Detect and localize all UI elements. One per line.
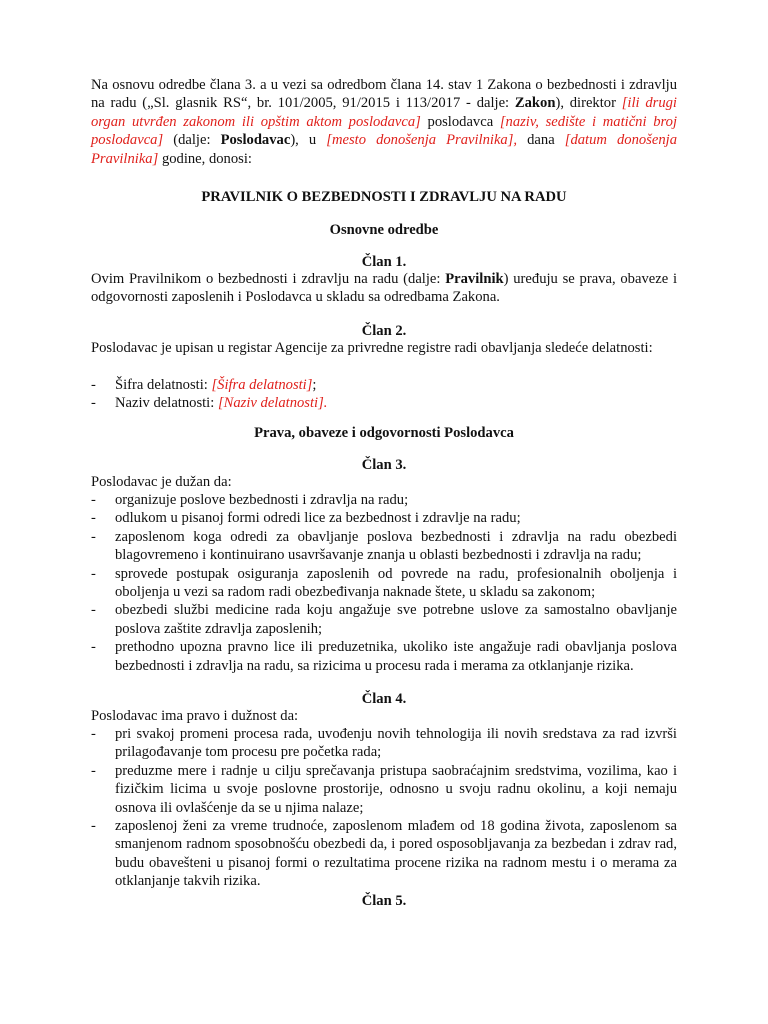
clan-4-list	[91, 725, 677, 891]
clan-3-list	[91, 491, 677, 675]
list-item-text: sprovede postupak osiguranja zaposlenih od povrede na radu, profesionalnih oboljenja i oboljenja u vezi sa radom radi obezbeđivanja naknade štete, u skladu sa zakonom;	[115, 565, 677, 601]
placeholder-poslodavac: [naziv, sedište i matični broj poslodavca]	[91, 113, 677, 149]
list-item-text: zaposlenom koga odredi za obavljanje poslova bezbednosti i zdravlja na radu obezbedi blagovremeno i kontinuirano usavršavanje znanja u oblasti bezbednosti i zdravlja na radu;	[115, 528, 677, 564]
clan-5-heading: Član 5.	[361, 893, 407, 909]
clan-1-text	[91, 270, 677, 307]
list-item	[91, 565, 677, 602]
clan-1-text-part: ) uređuju se prava, obaveze i odgovornosti zaposlenih i Poslodavca u skladu sa odredbama Zakona.	[91, 271, 678, 306]
intro-text: poslodavca	[420, 113, 500, 130]
list-item-text: preduzme mere i radnje u cilju sprečavanja pristupa saobraćajnim sredstvima, vozilima, kao i fizičkim licima u svoje poslovne prostorije, odnosno u svoju radnu okolinu, a koji nemaju osnova ili ovlašćenje da se u njima nalaze;	[115, 762, 677, 816]
list-item	[91, 601, 677, 638]
list-item	[91, 376, 677, 394]
document-title: PRAVILNIK O BEZBEDNOSTI I ZDRAVLJU NA RADU	[201, 189, 567, 205]
list-item-text: organizuje poslove bezbednosti i zdravlja na radu;	[115, 492, 409, 508]
clan-2-text: Poslodavac je upisan u registar Agencije za privredne registre radi obavljanja sledeće delatnosti:	[91, 340, 653, 356]
placeholder-organ: [ili drugi organ utvrđen zakonom ili opštim aktom poslodavca]	[91, 95, 677, 130]
clan-2-heading: Član 2.	[361, 323, 407, 339]
clan-3-heading: Član 3.	[361, 457, 407, 473]
list-item-end: ;	[312, 377, 317, 393]
list-item-text: odlukom u pisanoj formi odredi lice za bezbednost i zdravlje na radu;	[115, 510, 521, 527]
list-item	[91, 725, 677, 762]
dash-bullet: -	[91, 639, 96, 656]
placeholder-datum: [datum donošenja Pravilnika]	[91, 132, 677, 167]
intro-bold-poslodavac: Poslodavac	[220, 132, 291, 149]
clan-1-text-part: Ovim Pravilnikom o bezbednosti i zdravlju na radu (dalje:	[91, 271, 446, 287]
list-item	[91, 638, 677, 675]
dash-bullet: -	[91, 510, 96, 527]
intro-text: Na osnovu odredbe člana 3. a u vezi sa odredbom člana 14. stav 1 Zakona o bezbednosti i zdravlju na radu („Sl. glasnik RS“, br. 101/2005, 91/2015 i 113/2017 - dalje:	[91, 77, 677, 112]
clan-4-intro: Poslodavac ima pravo i dužnost da:	[91, 708, 299, 724]
dash-bullet: -	[91, 818, 96, 835]
list-item	[91, 509, 677, 527]
clan-3-intro: Poslodavac je dužan da:	[91, 474, 232, 490]
list-item	[91, 394, 677, 412]
clan-1-bold-pravilnik: Pravilnik	[445, 271, 504, 287]
dash-bullet: -	[91, 762, 96, 779]
list-item-text: obezbedi službi medicine rada koju angažuje sve potrebne uslove za samostalno obavljanje poslova zaštite zdravlja zaposlenih;	[115, 602, 677, 637]
list-item-label: Šifra delatnosti:	[115, 377, 212, 393]
intro-text: ), u	[290, 132, 327, 149]
intro-text: ), direktor	[555, 95, 622, 112]
list-item	[91, 817, 677, 891]
list-item-text: zaposlenoj ženi za vreme trudnoće, zaposlenom mlađem od 18 godina života, zaposlenom sa smanjenom radnom sposobnošću obezbedi da, i pored osposobljavanja za bezbedan i zdrav rad, budu obavešteni u pisanoj formi o rezultatima procene rizika na radnom mestu i o merama za otklanjanje takvih rizika.	[115, 818, 677, 890]
intro-paragraph	[91, 76, 677, 168]
intro-bold-zakon: Zakon	[514, 95, 556, 112]
dash-bullet: -	[91, 492, 96, 508]
placeholder-mesto: [mesto donošenja Pravilnika],	[326, 132, 518, 149]
intro-text: (dalje:	[163, 132, 221, 149]
section-heading-prava: Prava, obaveze i odgovornosti Poslodavca	[254, 425, 514, 441]
intro-text: godine, donosi:	[158, 150, 252, 167]
list-item	[91, 762, 677, 817]
dash-bullet: -	[91, 565, 96, 582]
clan-1-heading: Član 1.	[361, 254, 407, 270]
clan-2-list	[91, 376, 677, 413]
list-item-label: Naziv delatnosti:	[115, 395, 218, 412]
dash-bullet: -	[91, 377, 96, 393]
dash-bullet: -	[91, 726, 96, 742]
section-heading-osnovne: Osnovne odredbe	[329, 222, 439, 238]
list-item-text: prethodno upozna pravno lice ili preduzetnika, ukoliko iste angažuje radi obavljanja poslova bezbednosti i zdravlja na radu, sa rizicima u procesu rada i merama za otklanjanje rizika.	[115, 639, 677, 674]
placeholder-naziv: [Naziv delatnosti].	[217, 395, 328, 412]
list-item	[91, 528, 677, 565]
placeholder-sifra: [Šifra delatnosti]	[211, 377, 313, 393]
dash-bullet: -	[91, 528, 96, 545]
list-item-text: pri svakoj promeni procesa rada, uvođenju novih tehnologija ili novih sredstava za rad izvrši prilagođavanje tom procesu pre početka rada;	[115, 726, 677, 761]
dash-bullet: -	[91, 602, 96, 619]
dash-bullet: -	[91, 395, 96, 412]
list-item	[91, 491, 677, 509]
intro-text: dana	[517, 132, 565, 149]
clan-4-heading: Član 4.	[361, 691, 407, 707]
